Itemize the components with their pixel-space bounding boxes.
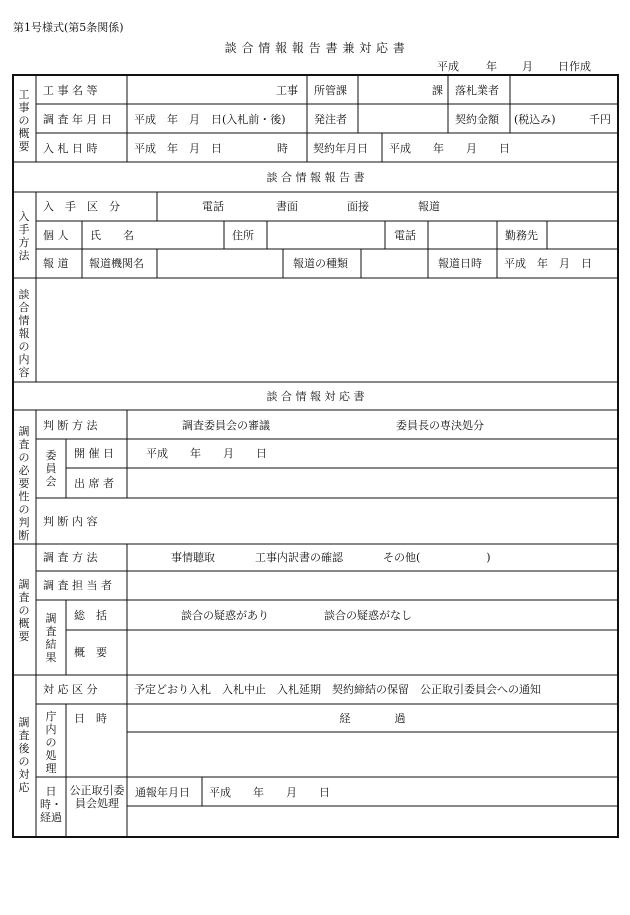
tax-note: (税込み) [514,113,556,126]
bid-date-label: 入 札 日 時 [43,142,98,155]
side-label-after: 調査後の対応 [18,716,30,794]
created-month: 月 [522,60,533,73]
response-options: 予定どおり入札 入札中止 入札延期 契約締結の保留 公正取引委員会への通知 [134,683,541,696]
option-press: 報道 [418,200,440,213]
survey-date: 平成 年 月 日(入札前・後) [134,113,286,126]
datetime-label: 日 時 [74,712,107,725]
option-suspicion-yes: 談合の疑惑があり [181,609,269,622]
option-interview: 面接 [347,200,369,213]
progress-label: 経 過 [339,712,406,725]
project-name-label: 工 事 名 等 [43,84,98,97]
notice-date-label: 通報年月日 [135,786,190,799]
name-label: 氏 名 [90,229,134,242]
option-suspicion-no: 談合の疑惑がなし [324,609,412,622]
judgement-method-label: 判 断 方 法 [43,419,98,432]
side-label-content: 談合情報の内容 [18,288,30,379]
created-era: 平成 [437,60,459,73]
individual-label: 個 人 [43,229,69,242]
option-phone: 電話 [202,200,224,213]
side-label-method: 入手方法 [18,210,30,262]
press-label: 報 道 [43,257,69,270]
datetime-progress-label: 日時・経過 [40,785,62,824]
notice-date: 平成 年 月 日 [209,786,330,799]
option-hearing: 事情聴取 [171,551,215,564]
orderer-label: 発注者 [314,113,347,126]
bid-date: 平成 年 月 日 [134,142,222,155]
bid-hour: 時 [277,142,288,155]
side-label-necessity: 調査の必要性の判断 [18,425,30,542]
committee-label: 委員会 [45,449,57,488]
created-year: 年 [486,60,497,73]
option-document: 書面 [276,200,298,213]
amount-label: 契約金額 [455,113,499,126]
judgement-content-label: 判 断 内 容 [43,515,98,528]
side-label-project: 工事の概要 [18,88,30,153]
press-kind-label: 報道の種類 [293,257,348,270]
contract-date: 平成 年 月 日 [389,142,510,155]
option-other: その他( ) [383,551,491,564]
bidder-label: 落札業者 [455,84,499,97]
summary-label: 総 括 [74,609,107,622]
attendees-label: 出 席 者 [74,477,114,490]
survey-method-label: 調 査 方 法 [43,551,98,564]
acquire-type-label: 入 手 区 分 [43,200,120,213]
dept-label: 所管課 [314,84,347,97]
press-date: 平成 年 月 日 [504,257,592,270]
report-title: 談 合 情 報 報 告 書 [266,171,365,184]
dept-suffix: 課 [432,84,443,97]
meeting-date-label: 開 催 日 [74,447,114,460]
internal-label: 庁内の処理 [45,710,57,775]
option-committee-review: 調査委員会の審議 [182,419,270,432]
press-date-label: 報道日時 [438,257,482,270]
result-label: 調査結果 [45,612,57,664]
side-label-survey: 調査の概要 [18,578,30,643]
overview-label: 概 要 [74,646,107,659]
phone-label: 電話 [394,229,416,242]
project-suffix: 工事 [276,84,298,97]
workplace-label: 勤務先 [505,229,538,242]
form-number: 第1号様式(第5条関係) [13,21,124,34]
response-type-label: 対 応 区 分 [43,683,98,696]
contract-date-label: 契約年月日 [313,142,368,155]
amount-unit: 千円 [589,113,611,126]
created-day: 日作成 [558,60,591,73]
ftc-label: 公正取引委員会処理 [69,784,125,810]
option-breakdown: 工事内訳書の確認 [255,551,343,564]
address-label: 住所 [232,229,254,242]
survey-staff-label: 調 査 担 当 者 [43,579,112,592]
survey-date-label: 調 査 年 月 日 [43,113,112,126]
option-chair-decision: 委員長の専決処分 [396,419,484,432]
press-agency-label: 報道機関名 [89,257,144,270]
meeting-date: 平成 年 月 日 [146,447,267,460]
main-title: 談 合 情 報 報 告 書 兼 対 応 書 [224,41,406,55]
response-title: 談 合 情 報 対 応 書 [266,390,365,403]
